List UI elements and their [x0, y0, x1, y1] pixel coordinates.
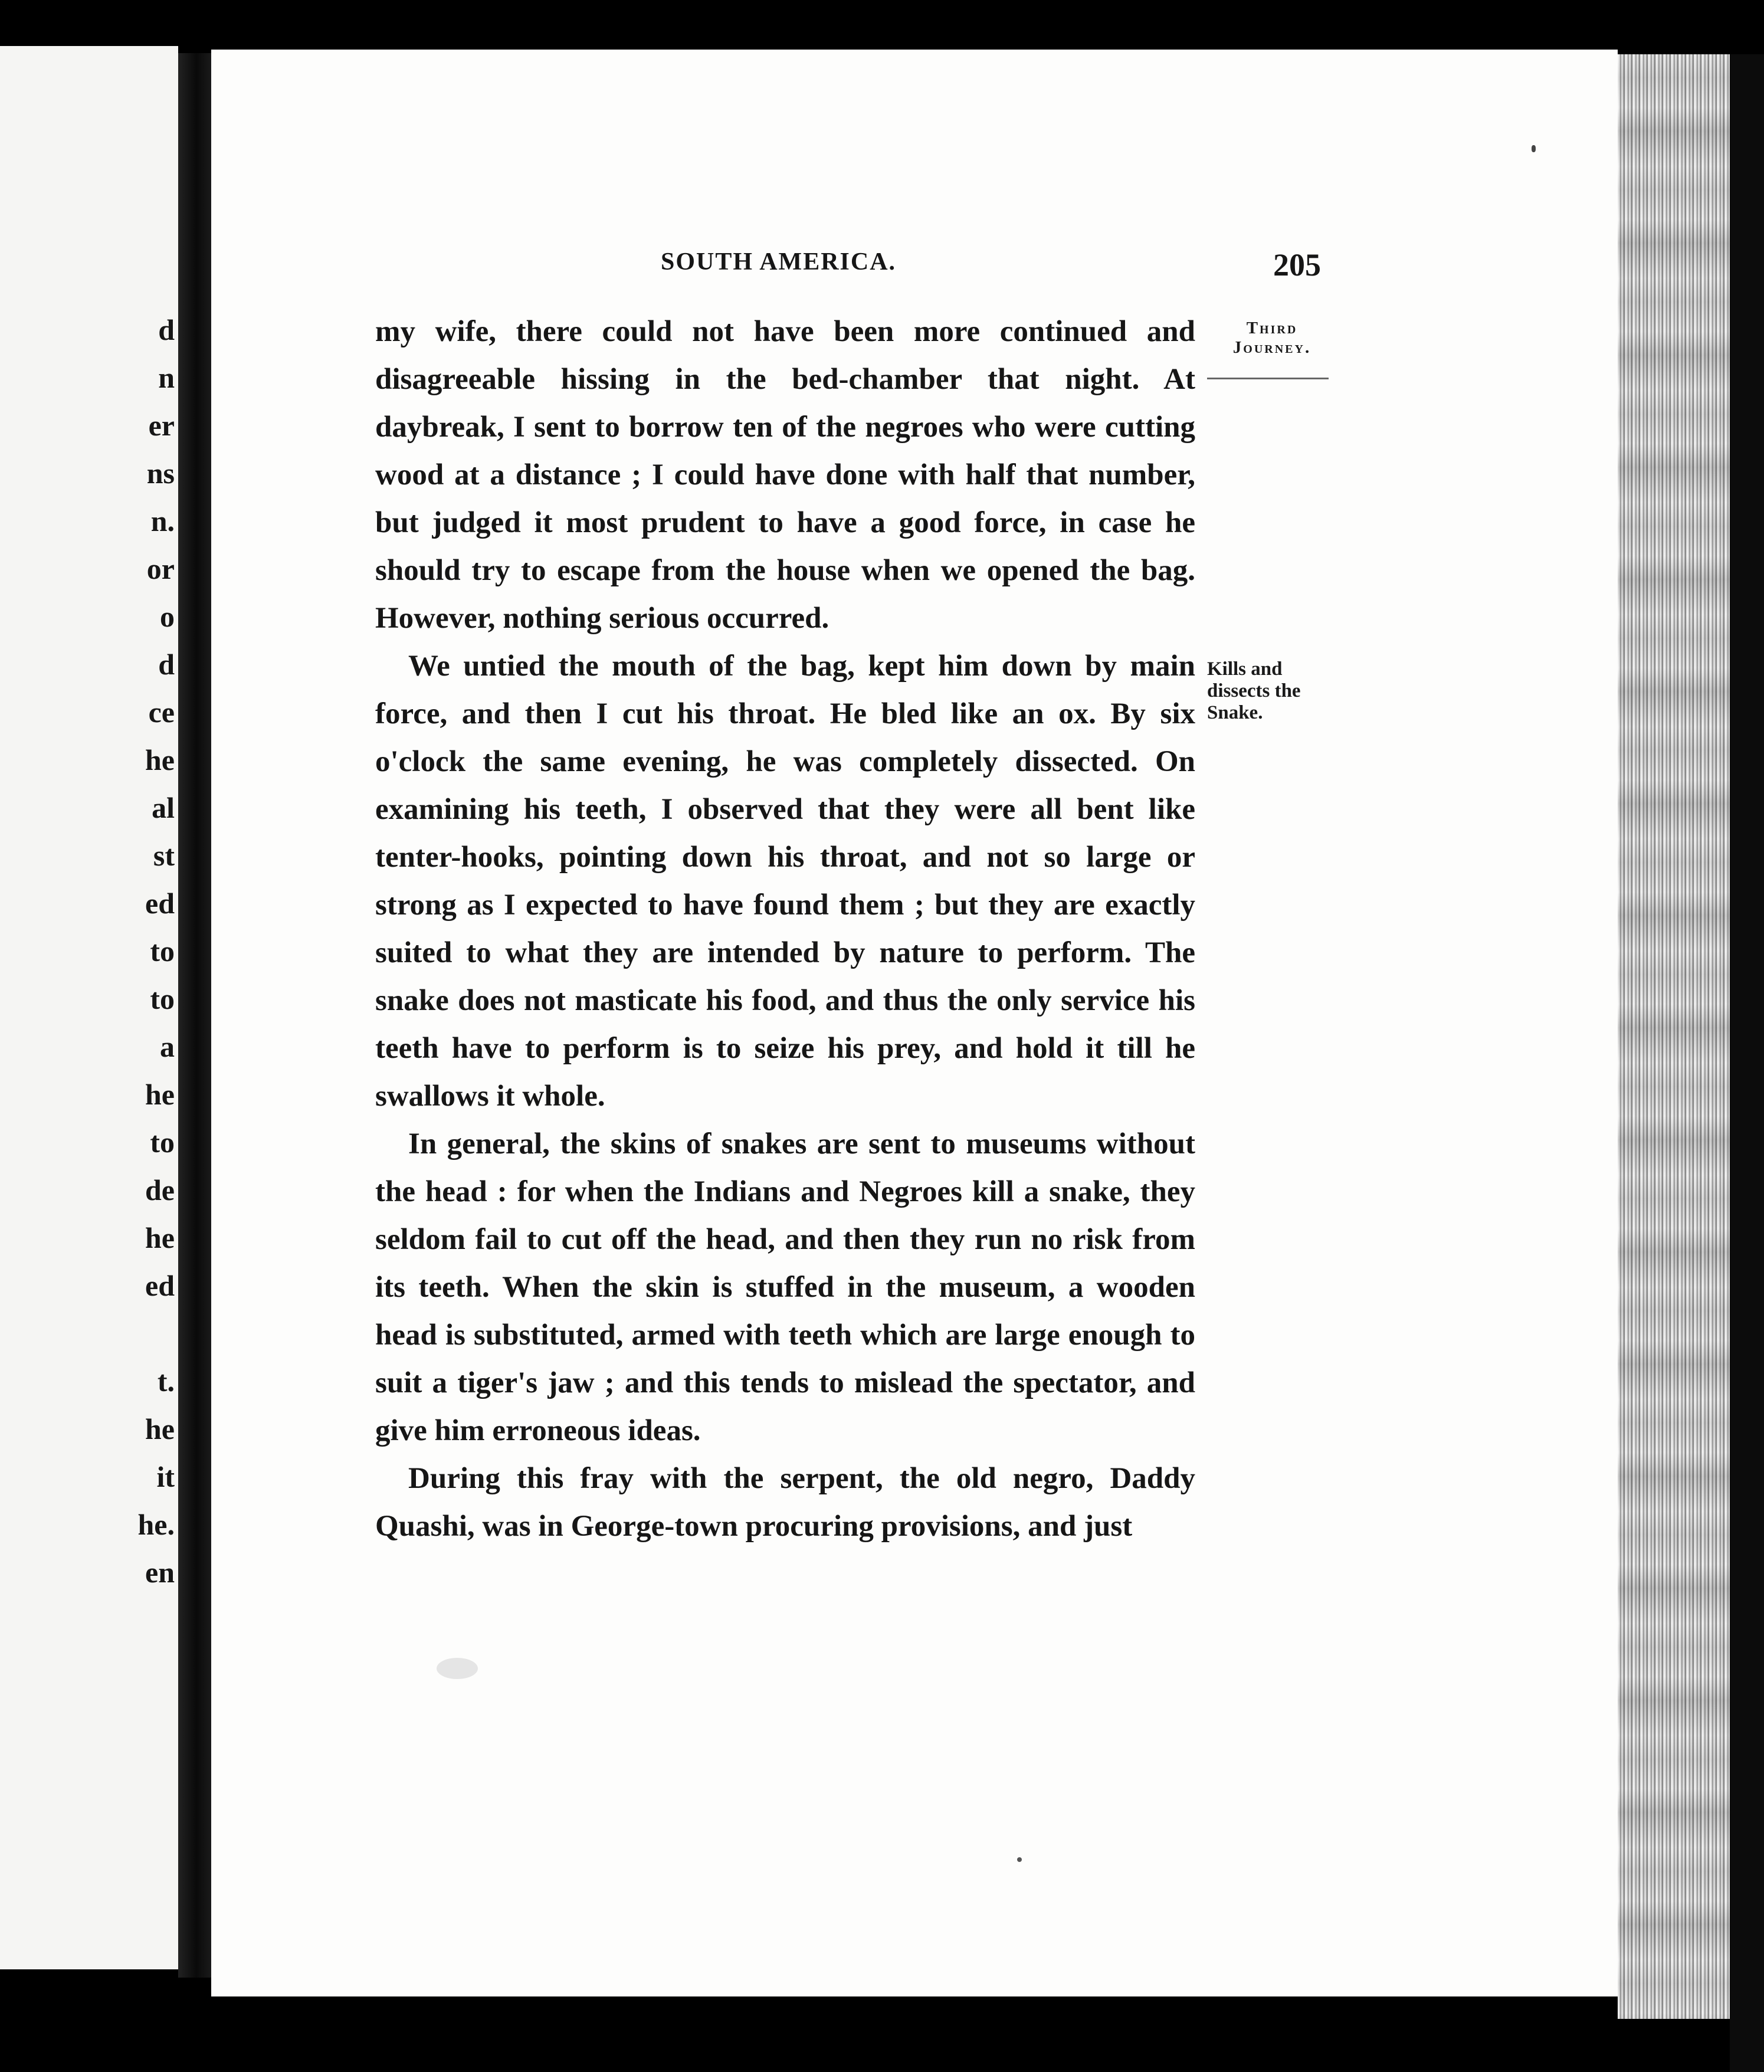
margin-note-line: dissects the [1207, 680, 1301, 701]
facing-page [0, 46, 178, 1969]
fragment: it [156, 1460, 175, 1493]
page-number: 205 [1273, 247, 1321, 283]
fragment: ed [145, 1269, 175, 1302]
margin-note-line: Kills and [1207, 658, 1283, 680]
page-edges-shadow [1618, 54, 1730, 2019]
fragment: or [146, 552, 175, 585]
body-text [375, 308, 1195, 1550]
fragment: o [160, 600, 175, 633]
paragraph: We untied the mouth of the bag, kept him down by main force, and then I cut his throat. He bled like an ox. By six o'clock the same evening, he was completely dissected. On examining his teeth, I observed that they were all bent like tenter-hooks, pointing down his throat, and not so large or strong as I expected to have found them ; but they are exactly suited to what they are intended by nature to perform. The snake does not masticate his food, and thus the only service his teeth have to perform is to seize his prey, and hold it till he swallows it whole. [375, 650, 1195, 1113]
fragment: n [158, 361, 175, 394]
margin-note-third-journey [1207, 319, 1337, 358]
ink-speck [1017, 1857, 1022, 1862]
running-head: SOUTH AMERICA. [661, 248, 897, 276]
fragment: he [145, 1412, 175, 1445]
margin-note-line: Snake. [1207, 702, 1263, 723]
book-gutter [178, 53, 211, 1978]
fragment: d [158, 313, 175, 346]
margin-note-kills-snake [1207, 658, 1337, 724]
paragraph: During this fray with the serpent, the old negro, Daddy Quashi, was in George-town procuring provisions, and just [375, 1462, 1195, 1543]
margin-note-rule [1207, 378, 1329, 379]
fragment: de [145, 1173, 175, 1207]
fragment: al [152, 791, 175, 824]
fragment: ce [148, 696, 175, 729]
fragment: he [145, 1221, 175, 1254]
fragment: to [150, 982, 175, 1015]
ink-smudge [437, 1658, 478, 1679]
scan-border [1730, 54, 1764, 2072]
fragment: he. [137, 1508, 175, 1541]
fragment: n. [150, 504, 175, 537]
fragment: ed [145, 887, 175, 920]
facing-page-text-fragments [98, 46, 175, 1969]
ink-speck [1532, 145, 1536, 152]
fragment: he [145, 743, 175, 776]
margin-note-line: Third [1246, 319, 1298, 337]
fragment: t. [157, 1365, 175, 1398]
fragment: to [150, 935, 175, 968]
fragment: he [145, 1078, 175, 1111]
fragment: ns [146, 457, 175, 490]
margin-note-line: Journey. [1232, 338, 1311, 357]
fragment: en [145, 1556, 175, 1589]
paragraph: my wife, there could not have been more continued and disagreeable hissing in the bed-chamber that night. At daybreak, I sent to borrow ten of the negroes who were cutting wood at a distance ; I could have done with half that number, but judged it most prudent to have a good force, in case he should try to escape from the house when we opened the bag. However, nothing serious occurred. [375, 315, 1195, 635]
fragment: a [160, 1030, 175, 1063]
fragment: er [148, 409, 175, 442]
paragraph: In general, the skins of snakes are sent to museums without the head : for when the Indians and Negroes kill a snake, they seldom fail to cut off the head, and then they run no risk from its teeth. When the skin is stuffed in the museum, a wooden head is substituted, armed with teeth which are large enough to suit a tiger's jaw ; and this tends to mislead the spectator, and give him erroneous ideas. [375, 1127, 1195, 1447]
fragment: d [158, 648, 175, 681]
fragment: st [153, 839, 175, 872]
fragment: to [150, 1126, 175, 1159]
